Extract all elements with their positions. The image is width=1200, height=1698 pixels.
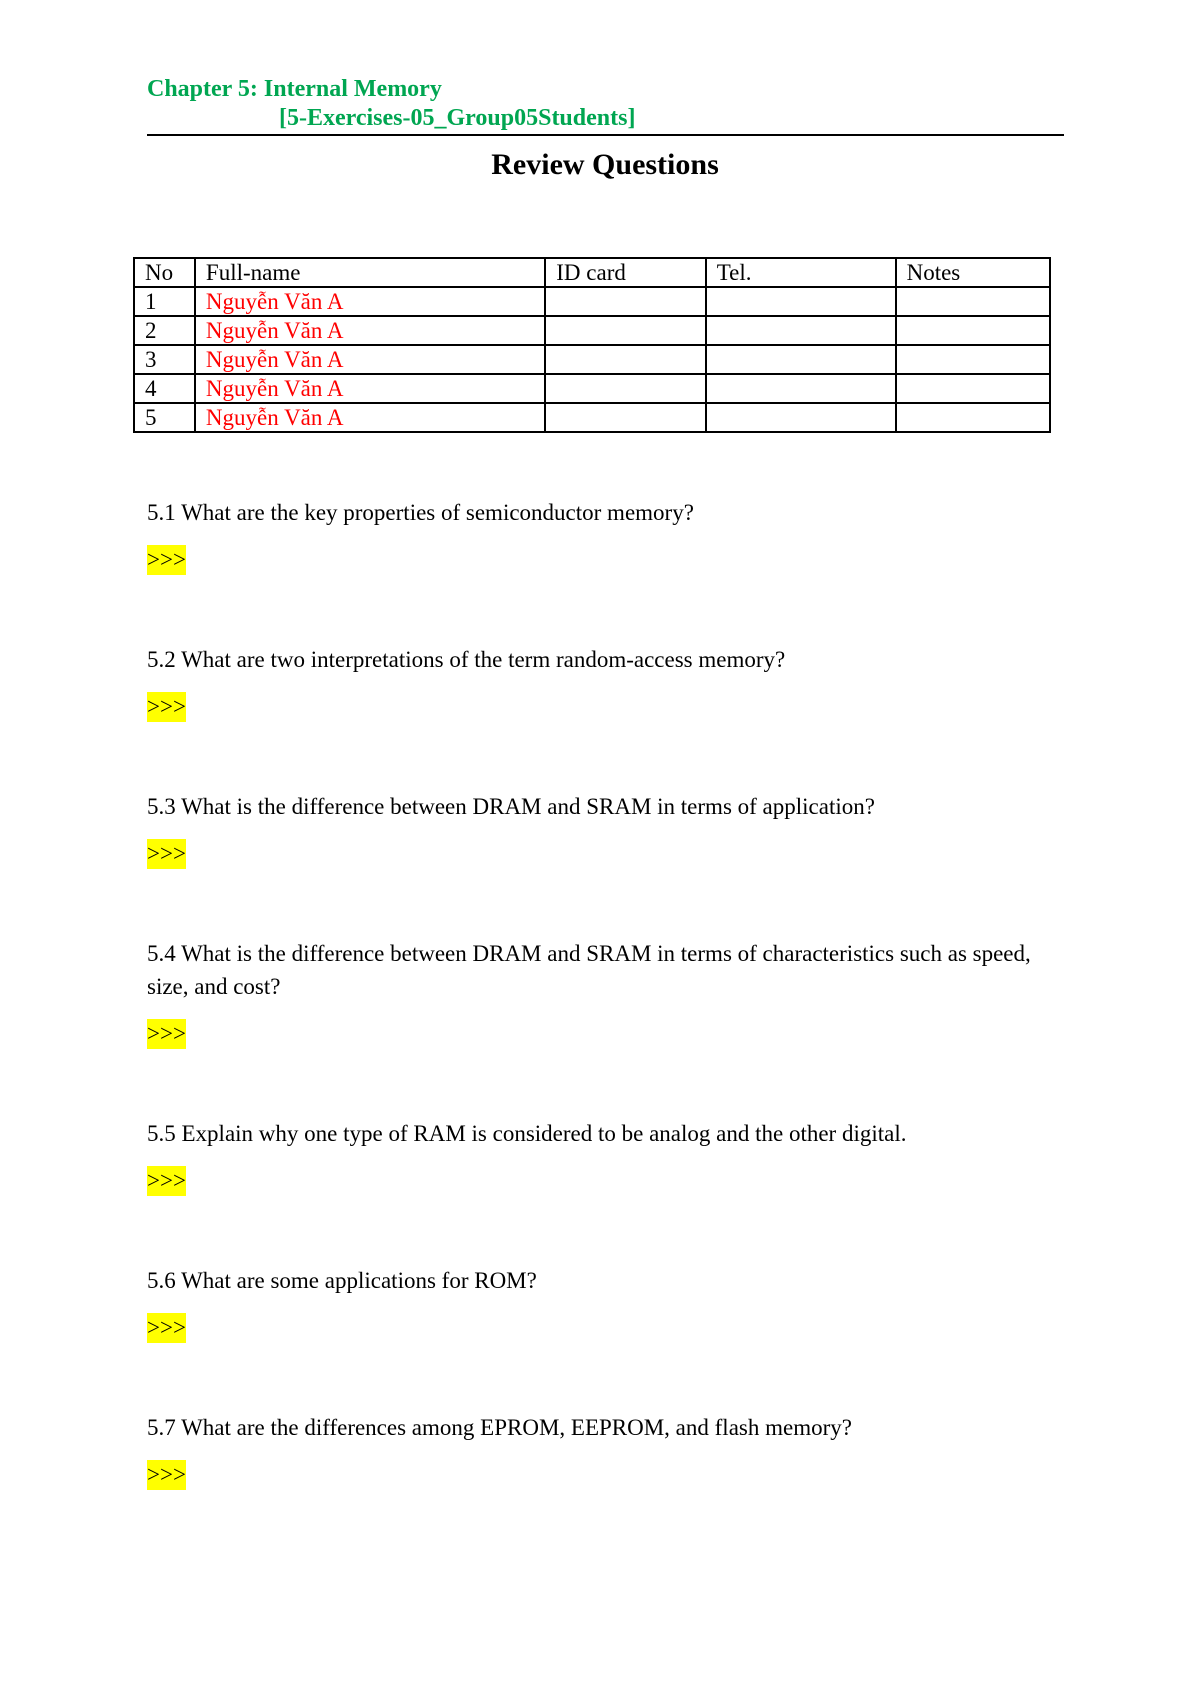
row-number: 5	[134, 403, 195, 432]
table-row	[134, 287, 1050, 316]
tel-cell[interactable]	[706, 403, 896, 432]
id-card-cell[interactable]	[545, 345, 705, 374]
member-name: Nguyễn Văn A	[195, 345, 545, 374]
id-card-cell[interactable]	[545, 287, 705, 316]
row-number: 1	[134, 287, 195, 316]
question-5-6: 5.6 What are some applications for ROM?	[147, 1268, 537, 1293]
tel-cell[interactable]	[706, 345, 896, 374]
column-header-tel: Tel.	[706, 258, 896, 287]
answer-5-4[interactable]: >>>	[147, 1019, 186, 1049]
column-header-no: No	[134, 258, 195, 287]
answer-5-7[interactable]: >>>	[147, 1460, 186, 1490]
members-table	[133, 257, 1051, 433]
exercise-code: [5-Exercises-05_Group05Students]	[279, 105, 636, 131]
tel-cell[interactable]	[706, 287, 896, 316]
id-card-cell[interactable]	[545, 316, 705, 345]
row-number: 3	[134, 345, 195, 374]
tel-cell[interactable]	[706, 316, 896, 345]
question-5-7: 5.7 What are the differences among EPROM, EEPROM, and flash memory?	[147, 1415, 852, 1440]
answer-5-2[interactable]: >>>	[147, 692, 186, 722]
question-5-2: 5.2 What are two interpretations of the term random-access memory?	[147, 647, 786, 672]
header-divider	[147, 134, 1064, 136]
notes-cell[interactable]	[896, 403, 1050, 432]
member-name: Nguyễn Văn A	[195, 403, 545, 432]
notes-cell[interactable]	[896, 374, 1050, 403]
member-name: Nguyễn Văn A	[195, 287, 545, 316]
question-5-5: 5.5 Explain why one type of RAM is considered to be analog and the other digital.	[147, 1121, 907, 1146]
notes-cell[interactable]	[896, 316, 1050, 345]
question-5-4: 5.4 What is the difference between DRAM and SRAM in terms of characteristics such as speed, size, and cost?	[147, 941, 1031, 999]
answer-5-6[interactable]: >>>	[147, 1313, 186, 1343]
row-number: 2	[134, 316, 195, 345]
page-title: Review Questions	[491, 148, 719, 181]
member-name: Nguyễn Văn A	[195, 374, 545, 403]
answer-5-5[interactable]: >>>	[147, 1166, 186, 1196]
table-row	[134, 345, 1050, 374]
id-card-cell[interactable]	[545, 403, 705, 432]
table-row	[134, 316, 1050, 345]
column-header-notes: Notes	[896, 258, 1050, 287]
column-header-id-card: ID card	[545, 258, 705, 287]
notes-cell[interactable]	[896, 287, 1050, 316]
answer-5-1[interactable]: >>>	[147, 545, 186, 575]
id-card-cell[interactable]	[545, 374, 705, 403]
question-5-1: 5.1 What are the key properties of semiconductor memory?	[147, 500, 694, 525]
answer-5-3[interactable]: >>>	[147, 839, 186, 869]
column-header-full-name: Full-name	[195, 258, 545, 287]
chapter-title: Chapter 5: Internal Memory	[147, 76, 442, 102]
row-number: 4	[134, 374, 195, 403]
table-row	[134, 374, 1050, 403]
tel-cell[interactable]	[706, 374, 896, 403]
question-5-3: 5.3 What is the difference between DRAM and SRAM in terms of application?	[147, 794, 875, 819]
notes-cell[interactable]	[896, 345, 1050, 374]
table-header-row	[134, 258, 1050, 287]
member-name: Nguyễn Văn A	[195, 316, 545, 345]
table-row	[134, 403, 1050, 432]
